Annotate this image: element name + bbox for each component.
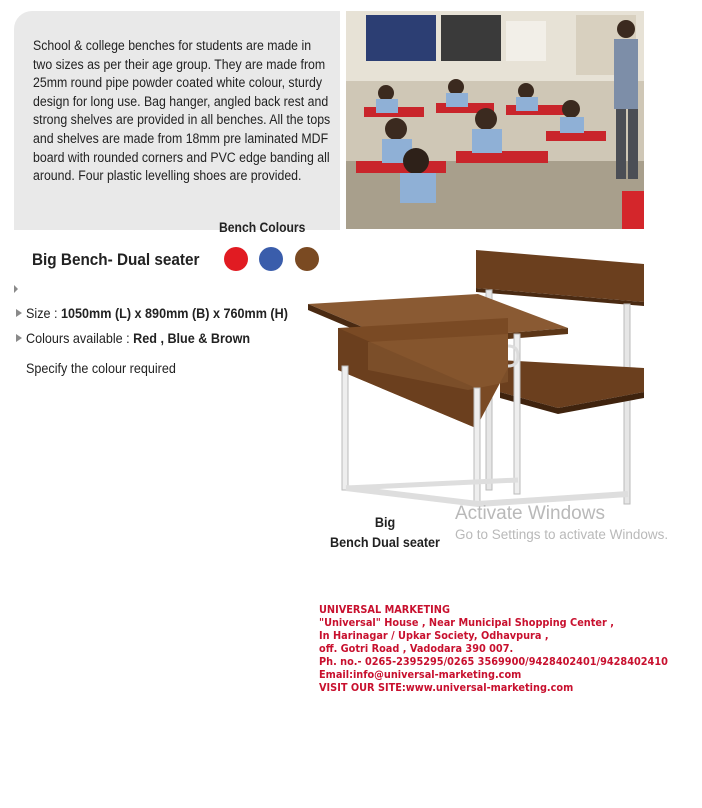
bench-product-image <box>308 242 644 514</box>
bullet-icon <box>16 309 22 317</box>
bullet-icon <box>14 285 18 293</box>
caption-line-1: Big <box>374 514 396 530</box>
company-name: UNIVERSAL MARKETING <box>319 604 450 616</box>
bullet-icon <box>16 334 22 342</box>
phone-numbers: Ph. no.- 0265-2395295/0265 3569900/9428402401/9428402410 <box>319 656 668 668</box>
size-label: Size : <box>26 305 62 321</box>
caption-line-2: Bench Dual seater <box>330 534 440 550</box>
address-line-2: In Harinagar / Upkar Society, Odhavpura , <box>319 630 549 642</box>
classroom-photo <box>346 11 644 229</box>
watermark-subtitle: Go to Settings to activate Windows. <box>455 527 669 542</box>
email-address: Email:info@universal-marketing.com <box>319 669 522 681</box>
colours-label: Colours available : <box>26 330 134 346</box>
specify-colour-note: Specify the colour required <box>26 360 176 376</box>
blue-swatch <box>259 247 283 271</box>
activate-windows-watermark <box>455 502 669 544</box>
size-value: 1050mm (L) x 890mm (B) x 760mm (H) <box>61 305 288 321</box>
website-link[interactable]: VISIT OUR SITE:www.universal-marketing.com <box>319 682 574 694</box>
watermark-title: Activate Windows <box>455 503 605 524</box>
bench-image-caption <box>325 512 446 550</box>
colours-spec <box>26 330 250 346</box>
bench-colours-label: Bench Colours <box>219 220 306 235</box>
size-spec <box>26 305 288 321</box>
red-swatch <box>224 247 248 271</box>
description-text: School & college benches for students are made in two sizes as per their age group. They are made from 25mm round pipe powder coated white colour, sturdy design for long use. Bag hanger, angled back rest and strong shelves are provided in all benches. All the tops and shelves are made from 18mm pre laminated MDF board with rounded corners and PVC edge banding all around. Four plastic levelling shoes are provided. <box>33 38 331 184</box>
address-line-1: "Universal" House , Near Municipal Shopping Center , <box>319 617 614 629</box>
contact-block <box>319 604 668 695</box>
address-line-3: off. Gotri Road , Vadodara 390 007. <box>319 643 514 655</box>
product-title: Big Bench- Dual seater <box>32 250 200 269</box>
colours-value: Red , Blue & Brown <box>133 330 251 346</box>
